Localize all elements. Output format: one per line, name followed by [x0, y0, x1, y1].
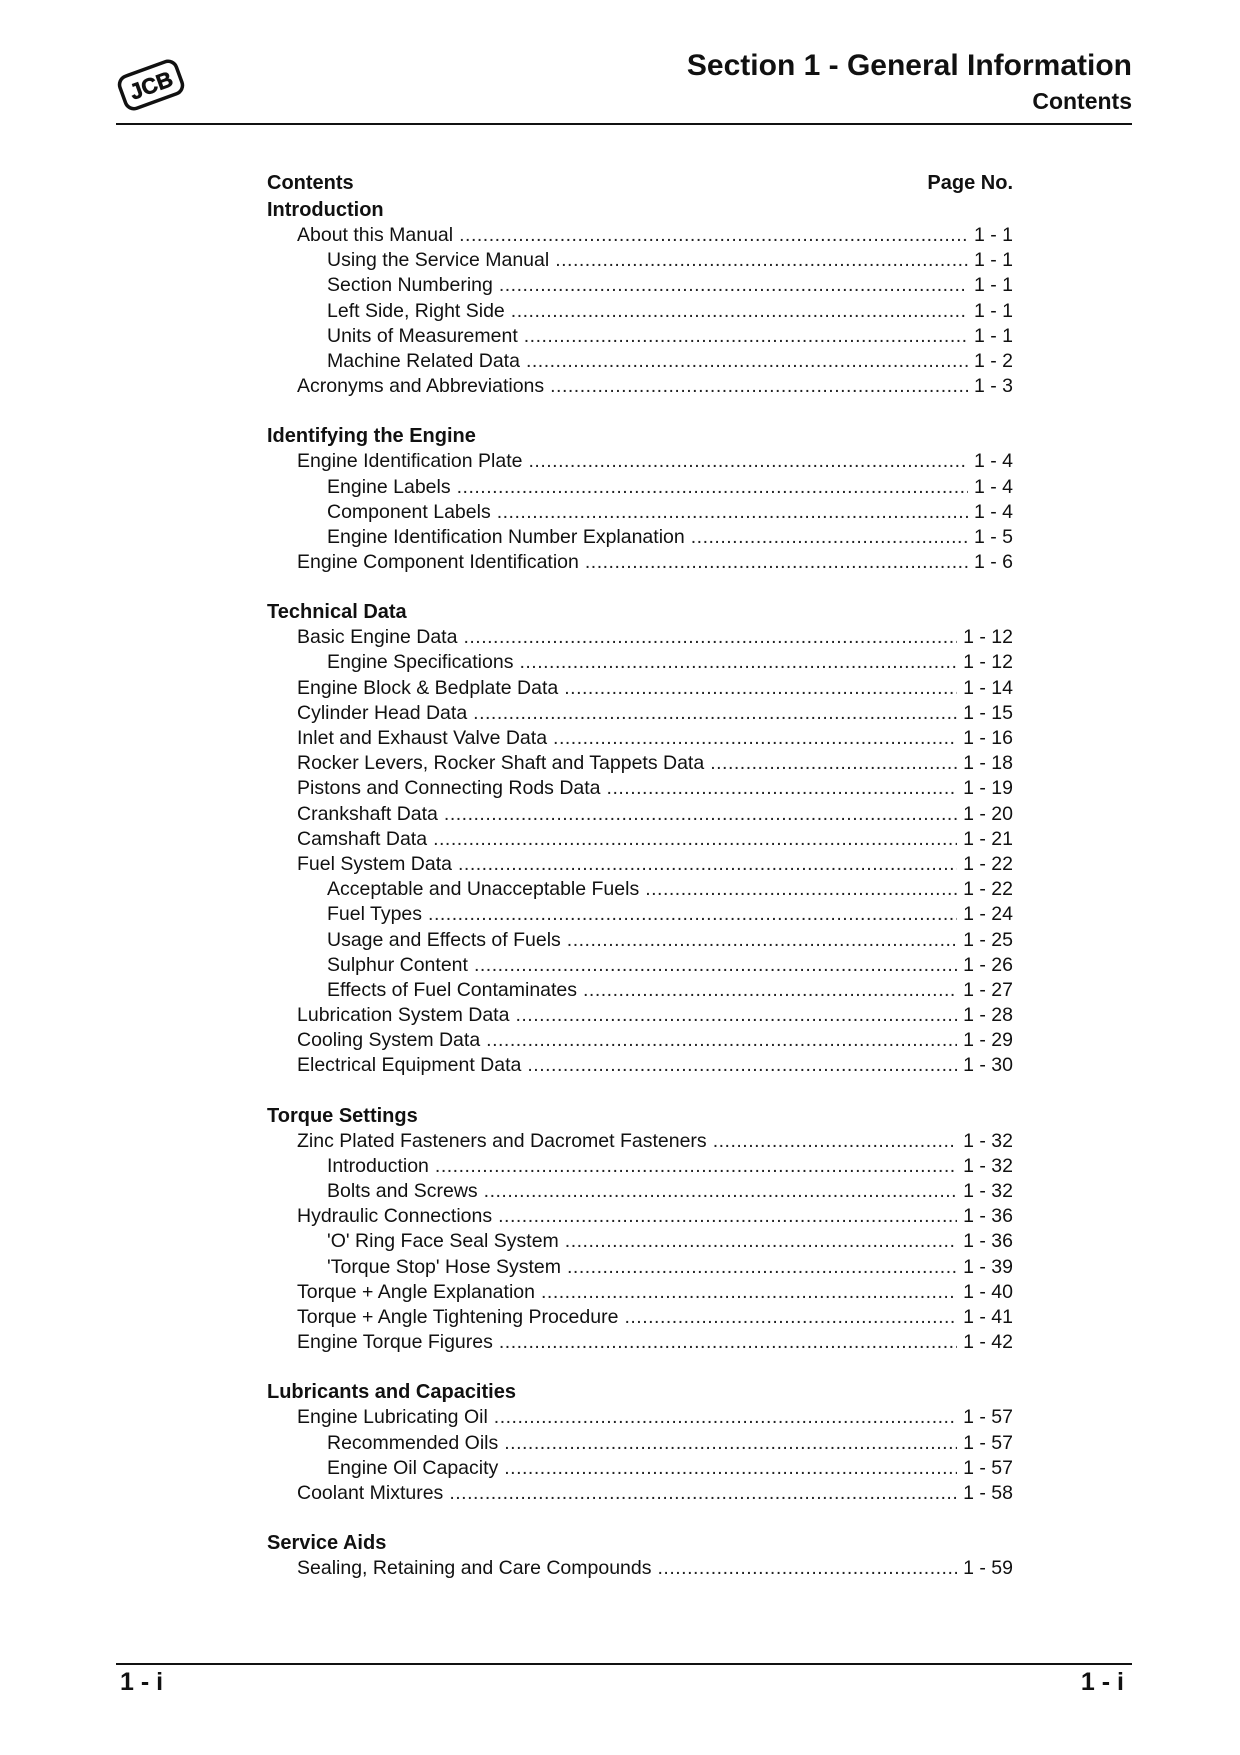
- toc-entry[interactable]: [267, 1204, 1013, 1229]
- toc-entry-page: 1 - 12: [963, 651, 1013, 674]
- dot-leader: [435, 1154, 957, 1179]
- toc-entry-label: Using the Service Manual: [327, 249, 550, 272]
- dot-leader: [555, 248, 968, 273]
- dot-leader: [550, 374, 968, 399]
- toc-entry-label: Usage and Effects of Fuels: [327, 928, 561, 951]
- toc-entry-page: 1 - 57: [963, 1456, 1013, 1479]
- toc-entry[interactable]: [267, 349, 1013, 374]
- toc-entry[interactable]: [267, 1154, 1013, 1179]
- toc-entry-label: Recommended Oils: [327, 1431, 499, 1454]
- toc-entry-page: 1 - 41: [963, 1305, 1013, 1328]
- dot-leader: [607, 776, 958, 801]
- toc-section-title: Identifying the Engine: [267, 425, 476, 448]
- toc-entry-page: 1 - 19: [963, 777, 1013, 800]
- toc-entry-label: Effects of Fuel Contaminates: [327, 978, 578, 1001]
- dot-leader: [428, 902, 957, 927]
- dot-leader: [459, 223, 968, 248]
- toc-entry-label: About this Manual: [297, 224, 454, 246]
- toc-entry-label: Pistons and Connecting Rods Data: [297, 777, 601, 800]
- toc-entry[interactable]: [267, 902, 1013, 927]
- toc-entry-label: Sulphur Content: [327, 953, 468, 976]
- toc-entry-page: 1 - 16: [963, 727, 1013, 749]
- toc-header-page-no: Page No.: [927, 172, 1013, 194]
- toc-entry[interactable]: [267, 525, 1013, 550]
- dot-leader: [713, 1129, 957, 1154]
- dot-leader: [498, 1204, 957, 1229]
- toc-entry-page: 1 - 1: [973, 299, 1013, 322]
- dot-leader: [564, 676, 957, 701]
- toc-entry[interactable]: [267, 1179, 1013, 1204]
- toc-entry-label: Acceptable and Unacceptable Fuels: [327, 878, 640, 901]
- dot-leader: [515, 1003, 957, 1028]
- toc-entry-page: 1 - 39: [963, 1255, 1013, 1278]
- dot-leader: [463, 625, 957, 650]
- toc-entry-page: 1 - 57: [963, 1406, 1013, 1429]
- dot-leader: [624, 1305, 957, 1330]
- dot-leader: [519, 650, 957, 675]
- toc-section: [267, 600, 1013, 1078]
- toc-entry-label: Engine Component Identification: [297, 551, 579, 574]
- toc-entry-label: Zinc Plated Fasteners and Dacromet Fasteners: [297, 1129, 707, 1152]
- dot-leader: [645, 877, 957, 902]
- toc-entry-page: 1 - 3: [973, 375, 1013, 398]
- toc-entry-page: 1 - 12: [963, 626, 1013, 649]
- toc-entry-label: Lubrication System Data: [297, 1004, 510, 1027]
- toc-entry-page: 1 - 22: [963, 878, 1013, 901]
- jcb-logo: [116, 52, 186, 118]
- toc-entry[interactable]: [267, 802, 1013, 827]
- dot-leader: [458, 852, 957, 877]
- toc-entry-page: 1 - 21: [963, 827, 1013, 850]
- toc-entry-page: 1 - 29: [963, 1029, 1013, 1052]
- toc-entry-label: Fuel Types: [327, 903, 423, 926]
- page-number-right: 1 - i: [1080, 1668, 1124, 1696]
- dot-leader: [511, 299, 968, 324]
- toc-entry[interactable]: [267, 1229, 1013, 1254]
- toc-entry-label: Bolts and Screws: [327, 1180, 478, 1202]
- toc-entry-label: Engine Torque Figures: [297, 1331, 493, 1354]
- toc-entry[interactable]: [267, 1481, 1013, 1506]
- toc-entry[interactable]: [267, 1305, 1013, 1330]
- toc-entry[interactable]: [267, 1280, 1013, 1305]
- dot-leader: [449, 1481, 957, 1506]
- dot-leader: [526, 349, 968, 374]
- toc-entry-label: Hydraulic Connections: [297, 1205, 493, 1228]
- toc-entry[interactable]: [267, 1431, 1013, 1456]
- toc-entry[interactable]: [267, 827, 1013, 852]
- dot-leader: [585, 550, 968, 575]
- toc-entry-label: 'O' Ring Face Seal System: [327, 1230, 559, 1253]
- dot-leader: [567, 928, 957, 953]
- toc-entry[interactable]: [267, 248, 1013, 273]
- toc-entry-label: Electrical Equipment Data: [297, 1054, 522, 1077]
- toc-entry[interactable]: [267, 625, 1013, 650]
- toc-section: [267, 198, 1013, 399]
- toc-section: [267, 1104, 1013, 1356]
- toc-entry-page: 1 - 14: [963, 676, 1013, 699]
- dot-leader: [710, 751, 957, 776]
- dot-leader: [444, 802, 957, 827]
- toc-entry-label: Fuel System Data: [297, 852, 452, 875]
- toc-entry[interactable]: [267, 852, 1013, 877]
- toc-entry-page: 1 - 32: [963, 1129, 1013, 1152]
- toc-entry-page: 1 - 36: [963, 1230, 1013, 1253]
- dot-leader: [504, 1431, 957, 1456]
- toc-section-title: Introduction: [267, 199, 384, 221]
- toc-section-title: Torque Settings: [267, 1104, 418, 1127]
- toc-entry[interactable]: [267, 1330, 1013, 1355]
- toc-entry-label: Section Numbering: [327, 274, 493, 297]
- dot-leader: [486, 1028, 957, 1053]
- svg-text:JCB: JCB: [126, 66, 177, 105]
- toc-entry-page: 1 - 59: [963, 1557, 1013, 1580]
- toc-entry-page: 1 - 4: [973, 500, 1013, 523]
- toc-entry[interactable]: [267, 1028, 1013, 1053]
- toc-entry-label: Engine Identification Plate: [297, 450, 523, 473]
- toc-entry[interactable]: [267, 751, 1013, 776]
- toc-entry[interactable]: [267, 475, 1013, 500]
- toc-entry-page: 1 - 27: [963, 978, 1013, 1001]
- section-subtitle: Contents: [1032, 88, 1132, 114]
- dot-leader: [565, 1229, 957, 1254]
- dot-leader: [524, 324, 968, 349]
- toc-entry-label: Coolant Mixtures: [297, 1481, 444, 1504]
- dot-leader: [529, 449, 968, 474]
- toc-entry-page: 1 - 30: [963, 1054, 1013, 1077]
- toc-entry-page: 1 - 36: [963, 1205, 1013, 1228]
- toc-entry[interactable]: [267, 500, 1013, 525]
- toc-entry-page: 1 - 2: [973, 349, 1013, 372]
- toc-entry[interactable]: [267, 1003, 1013, 1028]
- toc-entry-label: Basic Engine Data: [297, 626, 458, 649]
- toc-sections: [267, 198, 1013, 1581]
- toc-entry-label: Engine Lubricating Oil: [297, 1406, 488, 1429]
- toc-entry[interactable]: [267, 953, 1013, 978]
- toc-entry[interactable]: [267, 1405, 1013, 1430]
- toc-entry-page: 1 - 6: [973, 551, 1013, 574]
- toc-entry[interactable]: [267, 1456, 1013, 1481]
- toc-entry-page: 1 - 28: [963, 1004, 1013, 1027]
- toc-header: [267, 171, 1013, 196]
- footer-divider: [116, 1663, 1132, 1665]
- toc-entry-label: 'Torque Stop' Hose System: [327, 1255, 561, 1278]
- dot-leader: [567, 1255, 957, 1280]
- dot-leader: [473, 701, 957, 726]
- toc-entry[interactable]: [267, 273, 1013, 298]
- toc-entry[interactable]: [267, 650, 1013, 675]
- toc-entry-page: 1 - 5: [973, 525, 1013, 548]
- toc-entry-page: 1 - 4: [973, 450, 1013, 473]
- dot-leader: [541, 1280, 957, 1305]
- dot-leader: [457, 475, 968, 500]
- page-number-left: 1 - i: [120, 1668, 164, 1696]
- dot-leader: [527, 1053, 957, 1078]
- toc-entry[interactable]: [267, 374, 1013, 399]
- dot-leader: [499, 273, 968, 298]
- toc-entry-label: Cooling System Data: [297, 1029, 481, 1052]
- toc-entry-label: Rocker Levers, Rocker Shaft and Tappets Data: [297, 752, 705, 775]
- toc-entry-label: Acronyms and Abbreviations: [297, 375, 545, 398]
- toc-entry-page: 1 - 57: [963, 1431, 1013, 1454]
- toc-entry-label: Machine Related Data: [327, 349, 520, 372]
- toc-entry-label: Engine Identification Number Explanation: [327, 525, 685, 548]
- toc-entry-page: 1 - 20: [963, 802, 1013, 825]
- toc-entry[interactable]: [267, 324, 1013, 349]
- toc-entry-label: Component Labels: [327, 500, 491, 523]
- dot-leader: [504, 1456, 957, 1481]
- toc-entry[interactable]: [267, 550, 1013, 575]
- toc-section: [267, 1531, 1013, 1581]
- toc-entry-label: Crankshaft Data: [297, 802, 438, 825]
- dot-leader: [583, 978, 957, 1003]
- section-title: Section 1 - General Information: [686, 49, 1132, 82]
- dot-leader: [474, 953, 957, 978]
- toc-header-contents: Contents: [267, 172, 354, 194]
- toc-entry-page: 1 - 22: [963, 852, 1013, 875]
- dot-leader: [484, 1179, 957, 1204]
- toc-entry[interactable]: [267, 877, 1013, 902]
- toc-entry-page: 1 - 1: [973, 324, 1013, 347]
- toc-entry[interactable]: [267, 1053, 1013, 1078]
- dot-leader: [499, 1330, 957, 1355]
- toc-entry[interactable]: [267, 701, 1013, 726]
- toc-section-title: Lubricants and Capacities: [267, 1381, 516, 1404]
- table-of-contents: [267, 171, 1013, 1606]
- toc-entry[interactable]: [267, 928, 1013, 953]
- toc-entry-page: 1 - 24: [963, 903, 1013, 926]
- toc-entry[interactable]: [267, 726, 1013, 751]
- toc-entry-page: 1 - 26: [963, 953, 1013, 976]
- dot-leader: [553, 726, 957, 751]
- toc-entry-page: 1 - 15: [963, 701, 1013, 724]
- toc-entry-page: 1 - 1: [973, 274, 1013, 297]
- header-divider: [116, 123, 1132, 125]
- toc-entry[interactable]: [267, 223, 1013, 248]
- toc-entry-label: Sealing, Retaining and Care Compounds: [297, 1557, 652, 1580]
- toc-entry-label: Left Side, Right Side: [327, 299, 505, 322]
- toc-entry[interactable]: [267, 449, 1013, 474]
- toc-entry-label: Engine Block & Bedplate Data: [297, 676, 559, 699]
- toc-entry[interactable]: [267, 978, 1013, 1003]
- toc-entry-page: 1 - 32: [963, 1180, 1013, 1202]
- toc-section: [267, 424, 1013, 575]
- toc-section: [267, 1380, 1013, 1506]
- toc-entry[interactable]: [267, 676, 1013, 701]
- dot-leader: [497, 500, 968, 525]
- dot-leader: [494, 1405, 957, 1430]
- toc-entry[interactable]: [267, 1255, 1013, 1280]
- dot-leader: [433, 827, 957, 852]
- toc-entry-label: Units of Measurement: [327, 324, 518, 347]
- toc-entry-page: 1 - 58: [963, 1481, 1013, 1504]
- toc-entry-page: 1 - 4: [973, 475, 1013, 498]
- toc-entry-label: Torque + Angle Tightening Procedure: [297, 1305, 619, 1328]
- toc-entry-label: Engine Labels: [327, 475, 451, 498]
- toc-entry-page: 1 - 32: [963, 1154, 1013, 1177]
- toc-entry-page: 1 - 25: [963, 928, 1013, 951]
- page-header: [687, 48, 1132, 116]
- toc-entry-page: 1 - 42: [963, 1331, 1013, 1354]
- toc-entry-label: Engine Specifications: [327, 651, 514, 674]
- toc-entry[interactable]: [267, 299, 1013, 324]
- toc-entry-label: Torque + Angle Explanation: [297, 1280, 535, 1303]
- toc-entry-label: Introduction: [327, 1154, 429, 1177]
- toc-entry-page: 1 - 18: [963, 752, 1013, 775]
- toc-entry-page: 1 - 1: [973, 224, 1013, 246]
- toc-entry[interactable]: [267, 776, 1013, 801]
- dot-leader: [657, 1556, 957, 1581]
- toc-entry-page: 1 - 40: [963, 1280, 1013, 1303]
- toc-entry[interactable]: [267, 1556, 1013, 1581]
- toc-entry-label: Inlet and Exhaust Valve Data: [297, 727, 548, 749]
- toc-entry-page: 1 - 1: [973, 249, 1013, 272]
- dot-leader: [691, 525, 968, 550]
- toc-section-title: Technical Data: [267, 601, 407, 624]
- toc-section-title: Service Aids: [267, 1532, 387, 1555]
- toc-entry-label: Cylinder Head Data: [297, 701, 468, 724]
- toc-entry[interactable]: [267, 1129, 1013, 1154]
- toc-entry-label: Camshaft Data: [297, 827, 428, 850]
- toc-entry-label: Engine Oil Capacity: [327, 1456, 499, 1479]
